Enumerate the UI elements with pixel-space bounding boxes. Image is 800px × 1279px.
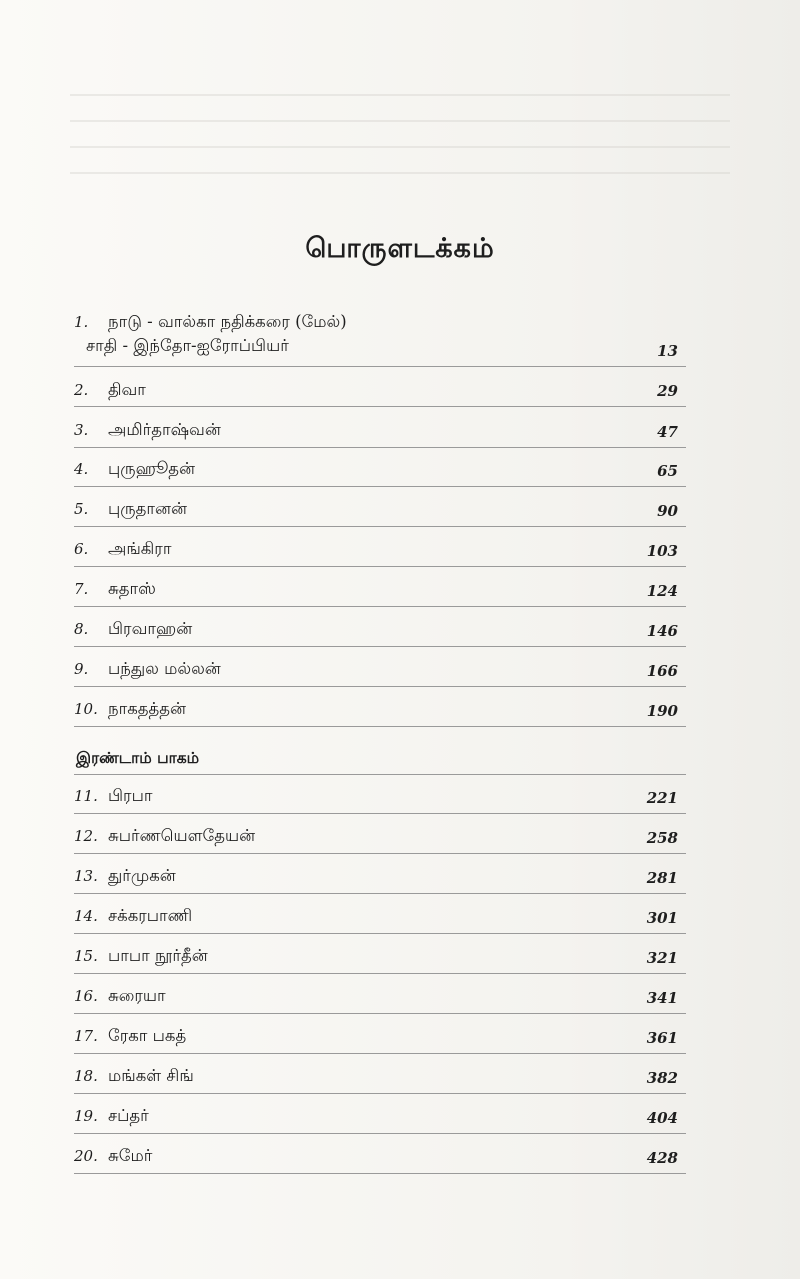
entry-number: 5. <box>74 500 89 518</box>
entry-page-number: 47 <box>657 423 678 441</box>
entry-page-number: 428 <box>646 1149 678 1167</box>
entry-page-number: 221 <box>646 789 678 807</box>
entry-divider <box>74 1133 686 1134</box>
entry-number: 7. <box>74 580 89 598</box>
entry-page-number: 301 <box>646 909 678 927</box>
entry-divider <box>74 726 686 727</box>
entry-divider <box>74 893 686 894</box>
entry-page-number: 29 <box>657 382 678 400</box>
entry-divider <box>74 1013 686 1014</box>
entry-number: 8. <box>74 620 89 638</box>
entry-number: 4. <box>74 460 89 478</box>
entry-page-number: 258 <box>646 829 678 847</box>
entry-title: திவா <box>108 380 146 399</box>
entry-number: 3. <box>74 421 89 439</box>
entry-title: சப்தர் <box>108 1106 149 1125</box>
entry-title: நாடு - வால்கா நதிக்கரை (மேல்) <box>108 312 347 331</box>
section-divider <box>74 774 686 775</box>
entry-number: 10. <box>74 700 98 718</box>
entry-number: 1. <box>74 313 89 331</box>
entry-page-number: 190 <box>646 702 678 720</box>
entry-divider <box>74 933 686 934</box>
entry-title: ரேகா பகத் <box>108 1026 187 1045</box>
entry-title: பாபா நூர்தீன் <box>108 946 208 965</box>
entry-subtitle: சாதி - இந்தோ-ஐரோப்பியர் <box>86 336 289 355</box>
entry-title: புருஹூதன் <box>108 459 196 478</box>
section-heading: இரண்டாம் பாகம் <box>76 748 200 767</box>
entry-title: அங்கிரா <box>108 539 172 558</box>
entry-number: 20. <box>74 1147 98 1165</box>
entry-divider <box>74 566 686 567</box>
entry-divider <box>74 1053 686 1054</box>
entry-divider <box>74 1173 686 1174</box>
entry-number: 13. <box>74 867 98 885</box>
entry-number: 14. <box>74 907 98 925</box>
entry-page-number: 90 <box>657 502 678 520</box>
entry-divider <box>74 1093 686 1094</box>
entry-divider <box>74 606 686 607</box>
entry-divider <box>74 447 686 448</box>
entry-divider <box>74 646 686 647</box>
entry-number: 2. <box>74 381 89 399</box>
entry-title: சுபர்ணயௌதேயன் <box>108 826 256 845</box>
entry-number: 15. <box>74 947 98 965</box>
entry-number: 11. <box>74 787 98 805</box>
entry-title: சுரையா <box>108 986 166 1005</box>
bleed-through-text <box>70 70 730 198</box>
entry-number: 18. <box>74 1067 98 1085</box>
entry-divider <box>74 526 686 527</box>
entry-page-number: 404 <box>646 1109 678 1127</box>
entry-divider <box>74 366 686 367</box>
entry-divider <box>74 973 686 974</box>
entry-number: 12. <box>74 827 98 845</box>
entry-divider <box>74 406 686 407</box>
entry-title: துர்முகன் <box>108 866 176 885</box>
entry-title: சுதாஸ் <box>108 579 156 598</box>
entry-title: மங்கள் சிங் <box>108 1066 194 1085</box>
entry-page-number: 321 <box>646 949 678 967</box>
entry-page-number: 341 <box>646 989 678 1007</box>
entry-page-number: 382 <box>646 1069 678 1087</box>
entry-divider <box>74 486 686 487</box>
entry-page-number: 281 <box>646 869 678 887</box>
entry-number: 9. <box>74 660 89 678</box>
entry-title: பந்துல மல்லன் <box>108 659 221 678</box>
entry-page-number: 13 <box>657 342 678 360</box>
entry-page-number: 166 <box>646 662 678 680</box>
entry-title: பிரவாஹன் <box>108 619 193 638</box>
entry-title: பிரபா <box>108 786 153 805</box>
entry-divider <box>74 686 686 687</box>
entry-number: 16. <box>74 987 98 1005</box>
entry-number: 6. <box>74 540 89 558</box>
entry-number: 19. <box>74 1107 98 1125</box>
entry-page-number: 146 <box>646 622 678 640</box>
entry-divider <box>74 853 686 854</box>
entry-title: சுமேர் <box>108 1146 153 1165</box>
entry-divider <box>74 813 686 814</box>
entry-title: நாகதத்தன் <box>108 699 187 718</box>
entry-page-number: 103 <box>646 542 678 560</box>
entry-number: 17. <box>74 1027 98 1045</box>
page-title: பொருளடக்கம் <box>305 233 495 264</box>
entry-title: புருதானன் <box>108 499 187 518</box>
entry-title: அமிர்தாஷ்வன் <box>108 420 221 439</box>
entry-title: சக்கரபாணி <box>108 906 193 925</box>
entry-page-number: 361 <box>646 1029 678 1047</box>
entry-page-number: 124 <box>646 582 678 600</box>
entry-page-number: 65 <box>657 462 678 480</box>
